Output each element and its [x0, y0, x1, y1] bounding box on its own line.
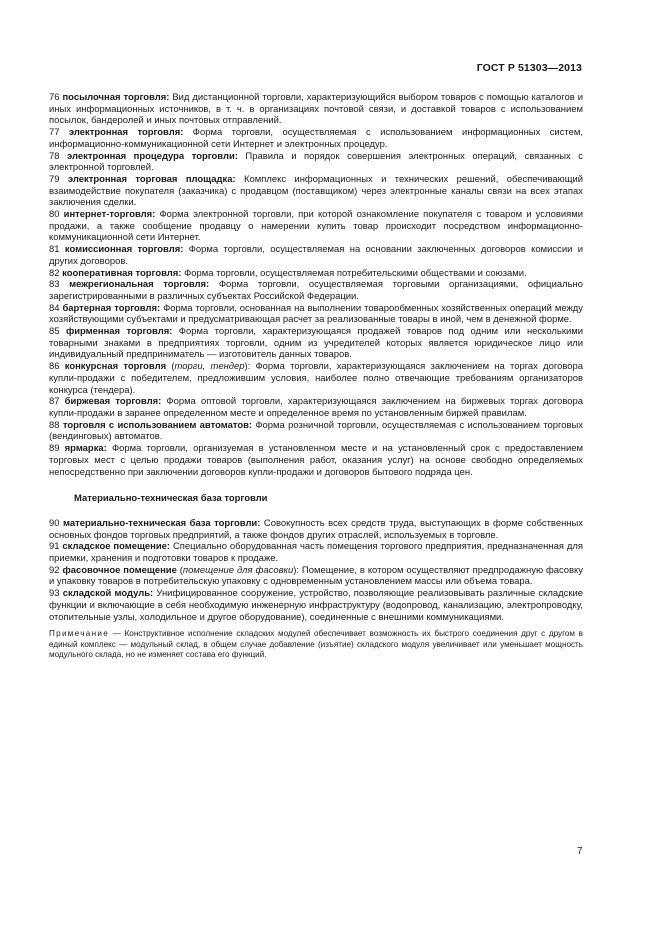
term-name: фасовочное помещение [62, 564, 177, 576]
term-number: 90 [49, 517, 60, 529]
note-label: Примечание [49, 629, 110, 639]
term-name: конкурсная торговля [64, 361, 167, 373]
term-number: 86 [49, 361, 60, 373]
term-number: 87 [49, 396, 60, 408]
term-entry: 92 фасовочное помещение (помещение для фасовки): Помещение, в котором осуществляют предпродажную фасовку и упаковку товаров в потребительскую упаковку с одновременным установлением массы или объема товара. [49, 564, 584, 588]
term-definition: Специально оборудованная часть помещения торгового предприятия, предназначенная для приемки, хранения и подготовки товаров к продаже. [49, 541, 583, 565]
term-entry [49, 420, 583, 443]
term-entry [49, 244, 583, 267]
term-entry [49, 279, 583, 302]
term-definition: Форма оптовой торговли, характеризующаяся заключением на биржевых торгах договора купли-продажи в заранее определенном месте и определенное время по установленным биржей правилам. [49, 396, 584, 419]
term-definition: Форма розничной торговли, осуществляемая с использованием торговых (вендинговых) автоматов. [49, 419, 583, 443]
term-number: 85 [49, 326, 60, 338]
section-title: Материально-техническая база торговли [74, 493, 268, 505]
term-definition: Форма торговли, характеризующаяся продажей товаров под одним или несколькими товарными знаками в предприятиях торговли, одним из учредителей которых является юридическое лицо или индивидуальный предприниматель — изготовитель данных товаров. [49, 326, 583, 361]
term-number: 76 [49, 92, 60, 103]
term-definition: Правила и порядок совершения электронных операций, связанных с электронной торговлей. [49, 150, 584, 174]
term-number: 92 [49, 564, 60, 576]
term-number: 82 [49, 267, 60, 279]
term-number: 80 [49, 209, 60, 221]
term-definition: Совокупность всех средств труда, выступающих в форме собственных основных фондов торговых предприятий, а также фондов других отраслей, используемых в торговле. [49, 517, 584, 541]
term-definition: : Форма торговли, характеризующаяся заключением на торгах договора купли-продажи с победителем, предложившим условия, наиболее полно отвечающие требованиям организаторов конкурса (тендера). [49, 361, 584, 396]
term-entry [49, 541, 583, 564]
term-name: ярмарка: [64, 443, 107, 455]
term-definition: : Помещение, в котором осуществляют предпродажную фасовку и упаковку товаров в потребительскую упаковку с одновременным установлением массы или объема товара. [49, 564, 584, 588]
term-name: кооперативная торговля: [62, 267, 182, 279]
term-number: 81 [49, 244, 60, 256]
term-name: фирменная торговля: [65, 326, 173, 338]
term-synonym: торги, тендер [174, 361, 245, 373]
term-definition: Форма торговли, осуществляемая торговыми организациями, официально зарегистрированными в различных субъектах Российской Федерации. [49, 279, 583, 302]
term-name: межрегиональная торговля: [69, 279, 210, 291]
term-entry [49, 174, 583, 209]
term-name: электронная торговая площадка: [67, 173, 236, 185]
term-number: 78 [49, 150, 60, 162]
term-definition: Форма электронной торговли, при которой ознакомление покупателя с товаром и условиями продажи, а также сообщение продавцу о намерении купить товар происходит посредством информационно-коммуникационной сети Интернет. [49, 209, 584, 244]
term-entry [49, 518, 583, 541]
term-entry: 86 конкурсная торговля (торги, тендер): Форма торговли, характеризующаяся заключением на торгах договора купли-продажи с победителем, предложившим условия, наиболее полно отвечающие требованиям организаторов конкурса (тендера). [49, 361, 584, 396]
term-entry [49, 268, 583, 280]
term-name: электронная торговля: [68, 127, 184, 139]
term-definition: Вид дистанционной торговли, характеризующийся выбором товаров с помощью каталогов и иных информационных источников, в т. ч. в организациях почтовой связи, и доставкой товаров с использованием посылок, бандеролей и иных почтовых отправлений. [49, 92, 583, 127]
term-entry [49, 588, 583, 623]
term-synonym: помещение для фасовки [182, 564, 294, 576]
term-name: торговля с использованием автоматов: [62, 419, 253, 431]
term-entry [49, 326, 583, 361]
term-number: 77 [49, 127, 60, 139]
term-entry [49, 396, 583, 419]
term-entry [49, 92, 583, 127]
term-entry [49, 209, 583, 244]
term-name: складское помещение: [62, 541, 171, 553]
term-name: складской модуль: [62, 588, 154, 600]
term-definition: Форма торговли, осуществляемая с использованием информационных систем, информационно-коммуникационной сети Интернет и электронных процедур. [49, 127, 583, 150]
term-entry [49, 303, 583, 326]
term-number: 83 [49, 279, 60, 291]
note [49, 629, 583, 661]
page-number: 7 [577, 846, 583, 857]
term-entry [49, 127, 583, 150]
term-definition: Форма торговли, организуемая в установленном месте и на установленный срок с предоставлением торговых мест с целью продажи товаров (выполнения работ, оказания услуг) на основе свободно определяемых непосредственно при заключении договоров купли-продажи и договоров бытового подряда цен. [49, 443, 584, 478]
term-name: комиссионная торговля: [64, 244, 184, 256]
note-text: — Конструктивное исполнение складских модулей обеспечивает возможность их быстрого соединения друг с другом в единый комплекс — модульный склад, в общем случае добавление (изъятие) складского модуля увеличивает или уменьшает мощность модульного склада, но не изменяет состава его функций. [49, 629, 583, 660]
term-definition: Комплекс информационных и технических решений, обеспечивающий взаимодействие покупателя (заказчика) с продавцом (поставщиком) через электронные каналы связи на всех этапах заключения сделки. [49, 173, 584, 209]
term-number: 89 [49, 443, 60, 455]
term-number: 88 [49, 419, 60, 431]
term-name: биржевая торговля: [64, 396, 162, 408]
term-number: 84 [49, 302, 60, 314]
term-number: 93 [49, 588, 60, 600]
term-definition: Форма торговли, осуществляемая на основании заключенных договоров комиссии и других договоров. [49, 244, 583, 267]
page-content [49, 92, 583, 661]
term-list-material-base [49, 518, 583, 623]
term-name: интернет-торговля: [63, 209, 156, 221]
term-name: электронная процедура торговли: [67, 150, 238, 162]
term-list-trade-forms [49, 92, 583, 478]
term-name: материально-техническая база торговли: [63, 517, 261, 529]
term-definition: Унифицированное сооружение, устройство, позволяющие реализовывать различные складские функции и включающие в себя необходимую инженерную инфраструктуру (водопровод, канализацию, электропроводку, отопительные узлы, холодильное и другое оборудование), соединенные с внешними коммуникациями. [49, 588, 583, 623]
term-name: посылочная торговля: [62, 92, 170, 103]
term-entry [49, 151, 583, 174]
term-number: 91 [49, 541, 60, 553]
document-id-header: ГОСТ Р 51303—2013 [476, 62, 582, 74]
term-name: бартерная торговля: [62, 302, 161, 314]
term-definition: Форма торговли, основанная на выполнении товарообменных хозяйственных операций между хозяйствующими субъектами и предусматривающая расчет за реализованные товары в иной, чем в денежной форме. [49, 302, 583, 326]
term-definition: Форма торговли, осуществляемая потребительскими обществами и союзами. [181, 267, 527, 279]
term-entry [49, 443, 583, 478]
term-number: 79 [49, 173, 60, 185]
